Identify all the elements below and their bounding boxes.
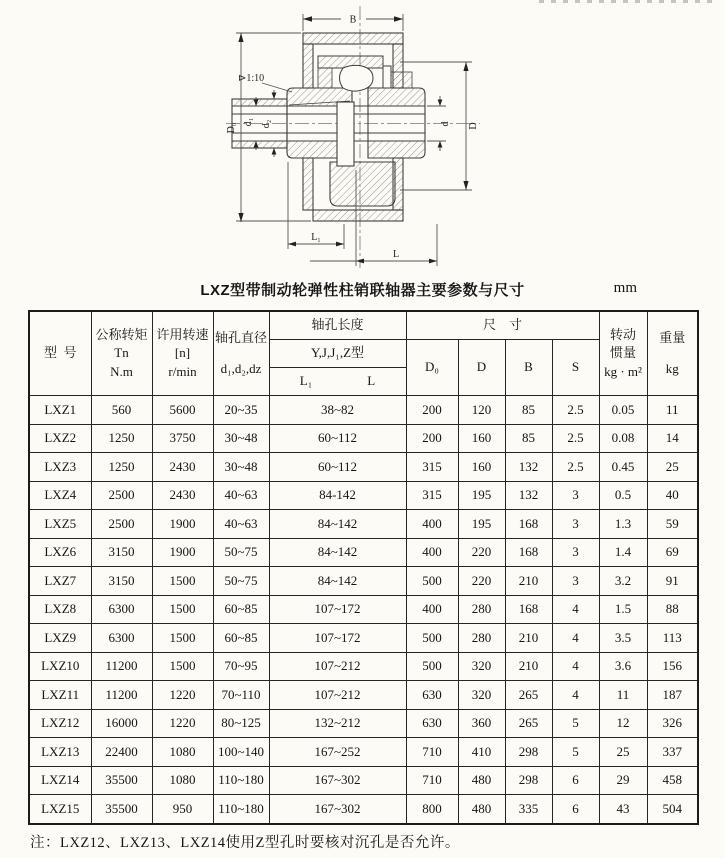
value-cell: 500 <box>406 652 458 681</box>
value-cell: 110~180 <box>213 766 269 795</box>
value-cell: 69 <box>647 538 698 567</box>
value-cell: 4 <box>552 652 599 681</box>
value-cell: 5 <box>552 738 599 767</box>
value-cell: 168 <box>505 595 552 624</box>
value-cell: 30~48 <box>213 453 269 482</box>
value-cell: 107~212 <box>269 681 406 710</box>
model-cell: LXZ4 <box>29 481 91 510</box>
value-cell: 85 <box>505 424 552 453</box>
value-cell: 88 <box>647 595 698 624</box>
value-cell: 315 <box>406 453 458 482</box>
value-cell: 50~75 <box>213 538 269 567</box>
value-cell: 5600 <box>152 396 213 425</box>
value-cell: 30~48 <box>213 424 269 453</box>
col-speed-line2: [n] <box>174 345 191 361</box>
value-cell: 187 <box>647 681 698 710</box>
header-row-1 <box>29 311 698 340</box>
value-cell: 2430 <box>152 453 213 482</box>
value-cell: 298 <box>505 738 552 767</box>
model-cell: LXZ2 <box>29 424 91 453</box>
col-size-s: S <box>552 340 599 396</box>
dim-label-d0: D₀ <box>226 122 237 134</box>
value-cell: 1500 <box>152 595 213 624</box>
value-cell: 60~85 <box>213 624 269 653</box>
col-weight-line2: kg <box>665 361 679 376</box>
col-bore-line2: d₁,d₂,dz <box>220 361 262 376</box>
table-row <box>29 510 698 539</box>
value-cell: 1.3 <box>599 510 647 539</box>
value-cell: 84~142 <box>269 567 406 596</box>
value-cell: 210 <box>505 624 552 653</box>
value-cell: 25 <box>647 453 698 482</box>
value-cell: 1900 <box>152 538 213 567</box>
col-inertia-line2: 惯量 <box>610 345 637 361</box>
value-cell: 107~172 <box>269 595 406 624</box>
model-cell: LXZ13 <box>29 738 91 767</box>
col-model: 型 号 <box>29 311 91 396</box>
col-size-b: B <box>505 340 552 396</box>
value-cell: 3.2 <box>599 567 647 596</box>
value-cell: 0.05 <box>599 396 647 425</box>
model-cell: LXZ6 <box>29 538 91 567</box>
value-cell: 3150 <box>91 567 152 596</box>
value-cell: 410 <box>458 738 505 767</box>
footnote: 注：LXZ12、LXZ13、LXZ14使用Z型孔时要核对沉孔是否允许。 <box>30 835 460 851</box>
col-speed-line3: r/min <box>168 363 197 379</box>
value-cell: 1250 <box>91 424 152 453</box>
model-cell: LXZ5 <box>29 510 91 539</box>
table-row <box>29 396 698 425</box>
value-cell: 6 <box>552 795 599 824</box>
value-cell: 12 <box>599 709 647 738</box>
table-row <box>29 481 698 510</box>
value-cell: 400 <box>406 595 458 624</box>
model-cell: LXZ12 <box>29 709 91 738</box>
spec-table <box>28 310 699 825</box>
value-cell: 167~252 <box>269 738 406 767</box>
value-cell: 480 <box>458 766 505 795</box>
model-cell: LXZ8 <box>29 595 91 624</box>
coupling-drawing <box>0 0 725 274</box>
value-cell: 80~125 <box>213 709 269 738</box>
value-cell: 50~75 <box>213 567 269 596</box>
value-cell: 265 <box>505 681 552 710</box>
value-cell: 167~302 <box>269 766 406 795</box>
value-cell: 84~142 <box>269 510 406 539</box>
model-cell: LXZ10 <box>29 652 91 681</box>
value-cell: 132 <box>505 453 552 482</box>
col-size-d0: D₀ <box>406 340 458 396</box>
value-cell: 3 <box>552 510 599 539</box>
value-cell: 2.5 <box>552 453 599 482</box>
col-inertia-line3: kg · m² <box>604 363 642 379</box>
value-cell: 298 <box>505 766 552 795</box>
value-cell: 710 <box>406 738 458 767</box>
value-cell: 200 <box>406 424 458 453</box>
value-cell: 40~63 <box>213 510 269 539</box>
value-cell: 200 <box>406 396 458 425</box>
value-cell: 60~112 <box>269 453 406 482</box>
value-cell: 168 <box>505 510 552 539</box>
table-row <box>29 538 698 567</box>
value-cell: 29 <box>599 766 647 795</box>
value-cell: 0.08 <box>599 424 647 453</box>
table-row <box>29 453 698 482</box>
value-cell: 38~82 <box>269 396 406 425</box>
value-cell: 11200 <box>91 681 152 710</box>
model-cell: LXZ1 <box>29 396 91 425</box>
value-cell: 167~302 <box>269 795 406 824</box>
value-cell: 1250 <box>91 453 152 482</box>
col-torque <box>91 311 152 396</box>
value-cell: 280 <box>458 595 505 624</box>
table-row <box>29 595 698 624</box>
value-cell: 160 <box>458 424 505 453</box>
value-cell: 335 <box>505 795 552 824</box>
col-length-l1l <box>269 368 406 396</box>
col-length-group: 轴孔长度 <box>269 311 406 340</box>
dim-label-d2: d₂ <box>261 119 272 129</box>
value-cell: 14 <box>647 424 698 453</box>
value-cell: 3.5 <box>599 624 647 653</box>
value-cell: 25 <box>599 738 647 767</box>
value-cell: 280 <box>458 624 505 653</box>
table-row <box>29 652 698 681</box>
value-cell: 1.4 <box>599 538 647 567</box>
col-weight <box>647 311 698 396</box>
col-length-l: L <box>367 373 376 389</box>
value-cell: 2500 <box>91 510 152 539</box>
table-row <box>29 424 698 453</box>
model-cell: LXZ3 <box>29 453 91 482</box>
page-title: LXZ型带制动轮弹性柱销联轴器主要参数与尺寸 <box>200 282 525 299</box>
value-cell: 210 <box>505 652 552 681</box>
value-cell: 6300 <box>91 595 152 624</box>
value-cell: 800 <box>406 795 458 824</box>
value-cell: 2.5 <box>552 396 599 425</box>
dim-label-dbig: D <box>468 122 479 130</box>
value-cell: 3 <box>552 538 599 567</box>
col-inertia-line1: 转动 <box>610 327 637 343</box>
value-cell: 3150 <box>91 538 152 567</box>
flanges <box>287 88 425 158</box>
col-bore <box>213 311 269 396</box>
value-cell: 326 <box>647 709 698 738</box>
value-cell: 458 <box>647 766 698 795</box>
model-cell: LXZ11 <box>29 681 91 710</box>
dim-label-b: B <box>349 14 357 26</box>
dim-label-l1: L₁ <box>311 232 321 243</box>
value-cell: 6 <box>552 766 599 795</box>
value-cell: 6300 <box>91 624 152 653</box>
value-cell: 11 <box>599 681 647 710</box>
col-bore-line1: 轴孔直径 <box>214 329 267 345</box>
value-cell: 337 <box>647 738 698 767</box>
value-cell: 43 <box>599 795 647 824</box>
value-cell: 560 <box>91 396 152 425</box>
model-cell: LXZ15 <box>29 795 91 824</box>
value-cell: 2430 <box>152 481 213 510</box>
value-cell: 1500 <box>152 624 213 653</box>
value-cell: 210 <box>505 567 552 596</box>
value-cell: 360 <box>458 709 505 738</box>
col-torque-line2: N.m <box>110 363 133 379</box>
value-cell: 630 <box>406 709 458 738</box>
value-cell: 1900 <box>152 510 213 539</box>
value-cell: 60~85 <box>213 595 269 624</box>
value-cell: 168 <box>505 538 552 567</box>
value-cell: 1.5 <box>599 595 647 624</box>
elastic-pin <box>337 102 354 166</box>
col-torque-line1: 公称转矩Tn <box>95 327 148 361</box>
value-cell: 500 <box>406 624 458 653</box>
title-row <box>28 279 697 300</box>
value-cell: 3750 <box>152 424 213 453</box>
col-speed-line1: 许用转速 <box>156 327 209 343</box>
col-speed <box>152 311 213 396</box>
value-cell: 70~110 <box>213 681 269 710</box>
value-cell: 22400 <box>91 738 152 767</box>
value-cell: 113 <box>647 624 698 653</box>
value-cell: 220 <box>458 567 505 596</box>
value-cell: 320 <box>458 681 505 710</box>
value-cell: 16000 <box>91 709 152 738</box>
value-cell: 156 <box>647 652 698 681</box>
value-cell: 3.6 <box>599 652 647 681</box>
value-cell: 480 <box>458 795 505 824</box>
value-cell: 70~95 <box>213 652 269 681</box>
value-cell: 40~63 <box>213 481 269 510</box>
value-cell: 195 <box>458 481 505 510</box>
value-cell: 4 <box>552 681 599 710</box>
value-cell: 400 <box>406 510 458 539</box>
value-cell: 40 <box>647 481 698 510</box>
unit-label: mm <box>613 280 637 296</box>
value-cell: 20~35 <box>213 396 269 425</box>
value-cell: 1220 <box>152 709 213 738</box>
value-cell: 132~212 <box>269 709 406 738</box>
value-cell: 11200 <box>91 652 152 681</box>
value-cell: 5 <box>552 709 599 738</box>
value-cell: 1220 <box>152 681 213 710</box>
col-length-types: Y,J,J₁,Z型 <box>269 340 406 368</box>
value-cell: 120 <box>458 396 505 425</box>
value-cell: 107~172 <box>269 624 406 653</box>
value-cell: 4 <box>552 624 599 653</box>
value-cell: 1500 <box>152 567 213 596</box>
value-cell: 60~112 <box>269 424 406 453</box>
value-cell: 91 <box>647 567 698 596</box>
value-cell: 84-142 <box>269 481 406 510</box>
value-cell: 504 <box>647 795 698 824</box>
table-row <box>29 795 698 824</box>
taper-label: ⊳1:10 <box>238 73 265 84</box>
value-cell: 320 <box>458 652 505 681</box>
col-inertia <box>599 311 647 396</box>
value-cell: 84~142 <box>269 538 406 567</box>
col-length-l1: L₁ <box>299 373 313 389</box>
value-cell: 132 <box>505 481 552 510</box>
value-cell: 3 <box>552 481 599 510</box>
value-cell: 35500 <box>91 795 152 824</box>
value-cell: 0.5 <box>599 481 647 510</box>
value-cell: 315 <box>406 481 458 510</box>
value-cell: 630 <box>406 681 458 710</box>
table-row <box>29 738 698 767</box>
value-cell: 2500 <box>91 481 152 510</box>
value-cell: 110~180 <box>213 795 269 824</box>
dim-label-l: L <box>392 249 400 260</box>
value-cell: 160 <box>458 453 505 482</box>
value-cell: 1080 <box>152 766 213 795</box>
value-cell: 0.45 <box>599 453 647 482</box>
table-row <box>29 567 698 596</box>
value-cell: 107~212 <box>269 652 406 681</box>
value-cell: 195 <box>458 510 505 539</box>
col-weight-line1: 重量 <box>659 329 686 345</box>
col-size-group: 尺 寸 <box>406 311 599 340</box>
dim-label-d: d <box>440 121 451 127</box>
value-cell: 950 <box>152 795 213 824</box>
model-cell: LXZ9 <box>29 624 91 653</box>
table-row <box>29 624 698 653</box>
value-cell: 265 <box>505 709 552 738</box>
model-cell: LXZ7 <box>29 567 91 596</box>
table-row <box>29 681 698 710</box>
value-cell: 59 <box>647 510 698 539</box>
value-cell: 710 <box>406 766 458 795</box>
col-size-d: D <box>458 340 505 396</box>
value-cell: 220 <box>458 538 505 567</box>
value-cell: 500 <box>406 567 458 596</box>
value-cell: 1500 <box>152 652 213 681</box>
table-row <box>29 766 698 795</box>
value-cell: 3 <box>552 567 599 596</box>
value-cell: 1080 <box>152 738 213 767</box>
value-cell: 400 <box>406 538 458 567</box>
table-row <box>29 709 698 738</box>
value-cell: 4 <box>552 595 599 624</box>
value-cell: 35500 <box>91 766 152 795</box>
spec-table-body <box>29 396 698 824</box>
value-cell: 85 <box>505 396 552 425</box>
value-cell: 11 <box>647 396 698 425</box>
value-cell: 2.5 <box>552 424 599 453</box>
model-cell: LXZ14 <box>29 766 91 795</box>
value-cell: 100~140 <box>213 738 269 767</box>
dim-label-d1: d₁ <box>243 117 254 127</box>
